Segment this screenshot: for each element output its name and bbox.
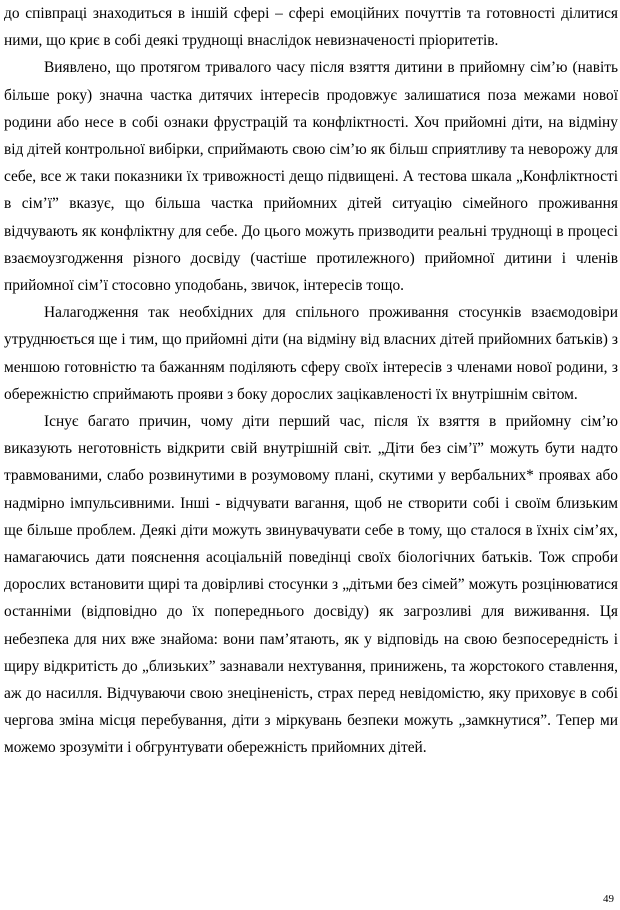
- paragraph-trust: Налагодження так необхідних для спільного проживання стосунків взаємодовіри утруднюється ще і тим, що прийомні діти (на відміну від власних дітей прийомних батьків) з меншою готовністю та бажанням поділяють сферу своїх інтересів з членами нової родини, з обережністю сприймають прояви з боку дорослих зацікавленості їх внутрішнім світом.: [4, 304, 618, 403]
- paragraph-reasons: Існує багато причин, чому діти перший час, після їх взяття в прийомну сім’ю виказують неготовність відкрити свій внутрішній світ. „Діти без сім’ї” можуть бути надто травмованими, слабо розвинутими в розумовому плані, скутими у вербальних* проявах або надмірно імпульсивними. Інші - відчувати вагання, щоб не створити собі і своїм близьким ще більше проблем. Деякі діти можуть звинувачувати себе в тому, що сталося в їхніх сім’ях, намагаючись дати пояснення асоціальній поведінці своїх біологічних батьків. Тож спроби дорослих встановити щирі та довірливі стосунки з „дітьми без сімей” можуть розцінюватися останніми (відповідно до їх попереднього досвіду) як загрозливі для виживання. Ця небезпека для них вже знайома: вони пам’ятають, як у відповідь на свою безпосередність і щиру відкритість до „близьких” зазнавали нехтування, принижень, та жорстокого ставлення, аж до насилля. Відчуваючи свою знеціненість, страх перед невідомістю, яку приховує в собі чергова зміна місця перебування, діти з міркувань безпеки можуть „замкнутися”. Тепер ми можемо зрозуміти і обгрунтувати обережність прийомних дітей.: [4, 413, 618, 757]
- paragraph-findings: Виявлено, що протягом тривалого часу після взяття дитини в прийомну сім’ю (навіть більше року) значна частка дитячих інтересів продовжує залишатися поза межами нової родини або несе в собі ознаки фрустрацій та конфліктності. Хоч прийомні діти, на відміну від дітей контрольної вибірки, сприймають свою сім’ю як більш сприятливу та неворожу для себе, все ж таки показники їх тривожності дещо підвищені. А тестова шкала „Конфліктності в сім’ї” вказує, що більша частка прийомних дітей ситуацію сімейного проживання відчувають як конфліктну для себе. До цього можуть призводити реальні труднощі в процесі взаємоузгодження різного досвіду (частіше протилежного) прийомної дитини і членів прийомної сім’ї стосовно уподобань, звичок, інтересів тощо.: [4, 59, 618, 295]
- page-number: 49: [603, 893, 614, 905]
- paragraph-continued: до співпраці знаходиться в іншій сфері – сфері емоційних почуттів та готовності ділитися ними, що криє в собі деякі труднощі внаслідок невизначеності пріоритетів.: [4, 5, 618, 50]
- body-text: [4, 0, 618, 762]
